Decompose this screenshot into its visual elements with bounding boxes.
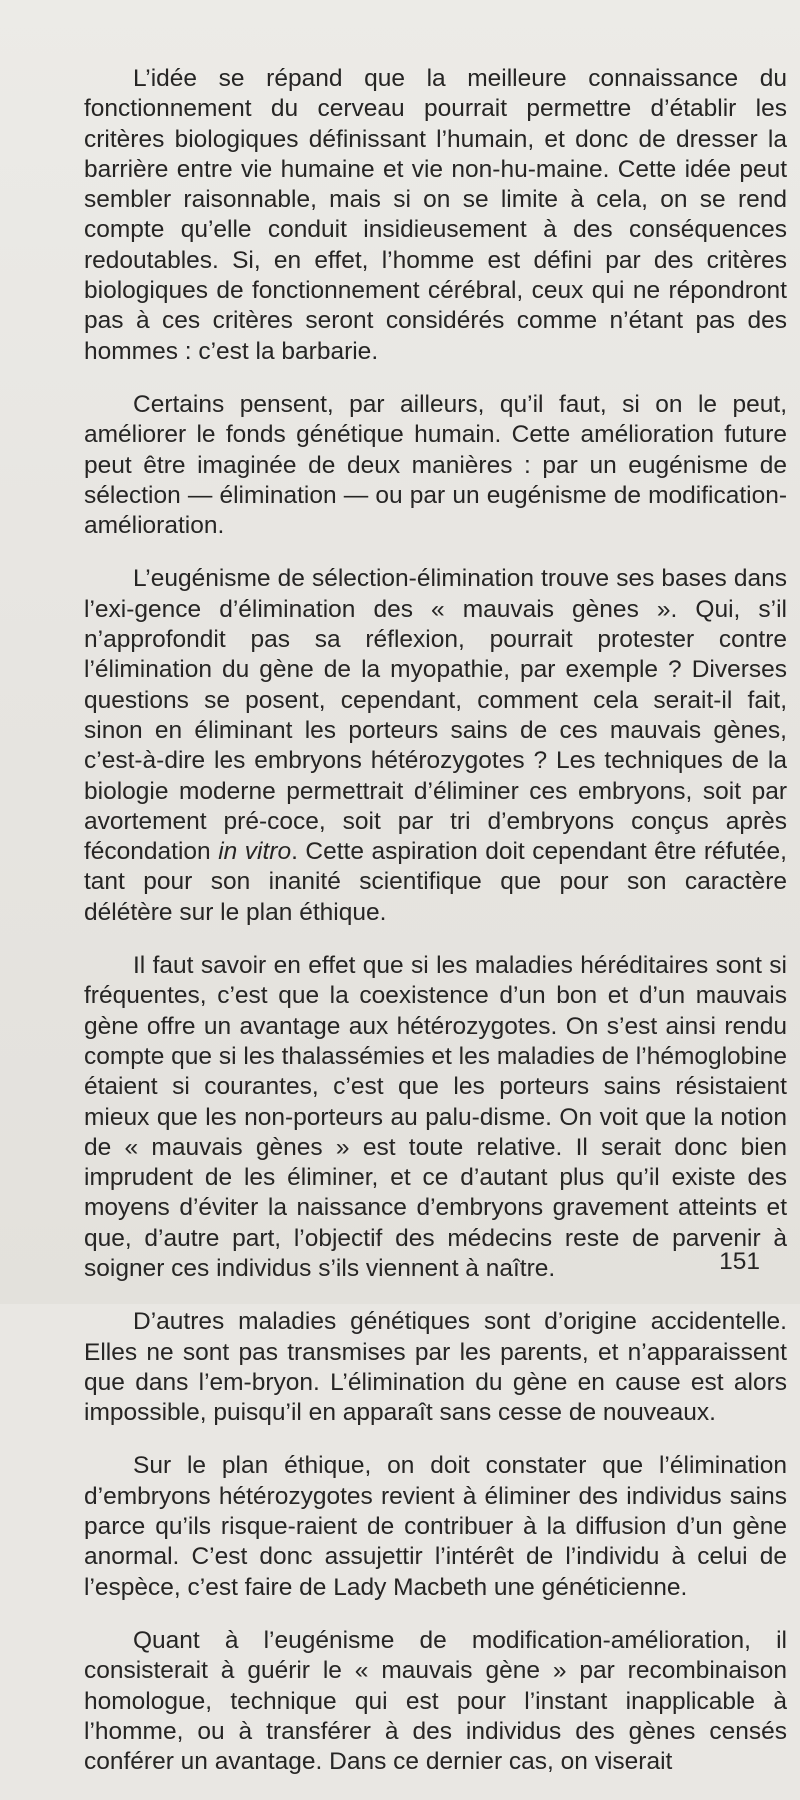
paragraph-6 (84, 1451, 787, 1602)
paragraph-2 (84, 390, 787, 541)
paragraph-text: Certains pensent, par ailleurs, qu’il faut, si on le peut, améliorer le fonds génétique humain. Cette amélioration future peut être imaginée de deux manières : par un eugénisme de sélection — élimination — ou par un eugénisme de modification-amélioration. (84, 390, 787, 540)
paragraph-4 (84, 951, 787, 1284)
paragraph-text: Il faut savoir en effet que si les maladies héréditaires sont si fréquentes, c’est que la coexistence d’un bon et d’un mauvais gène offre un avantage aux hétérozygotes. On s’est ainsi rendu compte que si les thalassémies et les maladies de l’hémoglobine étaient si courantes, c’est que les porteurs sains résistaient mieux que les non-porteurs au palu-disme. On voit que la notion de « mauvais gènes » est toute relative. Il serait donc bien imprudent de les éliminer, et ce d’autant plus qu’il existe des moyens d’éviter la naissance d’embryons gravement atteints et que, d’autre part, l’objectif des médecins reste de parvenir à soigner ces individus s’ils viennent à naître. (84, 952, 787, 1282)
paragraph-7 (84, 1626, 787, 1777)
body-text (84, 64, 787, 1800)
page-number: 151 (719, 1248, 760, 1275)
paragraph-text: Quant à l’eugénisme de modification-amélioration, il consisterait à guérir le « mauvais gène » par recombinaison homologue, technique qui est pour l’instant inapplicable à l’homme, ou à transférer à des individus des gènes censés conférer un avantage. Dans ce dernier cas, on viserait (84, 1626, 787, 1776)
paragraph-5 (84, 1307, 787, 1428)
paragraph-1 (84, 64, 787, 367)
italic-term: in vitro (218, 838, 292, 866)
paragraph-text-continued: . Cette aspiration doit cependant être réfutée, tant pour son inanité scientifique que pour son caractère délétère sur le plan éthique. (84, 838, 787, 926)
paragraph-text: L’eugénisme de sélection-élimination trouve ses bases dans l’exi-gence d’élimination des « mauvais gènes ». Qui, s’il n’approfondit pas sa réflexion, pourrait protester contre l’élimination du gène de la myopathie, par exemple ? Diverses questions se posent, cependant, comment cela serait-il fait, sinon en éliminant les porteurs sains de ces mauvais gènes, c’est-à-dire les embryons hétérozygotes ? Les techniques de la biologie moderne permettrait d’éliminer ces embryons, soit par avortement pré-coce, soit par tri d’embryons conçus après fécondation (84, 565, 787, 866)
paragraph-text: L’idée se répand que la meilleure connaissance du fonctionnement du cerveau pourrait permettre d’établir les critères biologiques définissant l’humain, et donc de dresser la barrière entre vie humaine et vie non-hu-maine. Cette idée peut sembler raisonnable, mais si on se limite à cela, on se rend compte qu’elle conduit insidieusement à des conséquences redoutables. Si, en effet, l’homme est défini par des critères biologiques de fonctionnement cérébral, ceux qui ne répondront pas à ces critères seront considérés comme n’étant pas des hommes : c’est la barbarie. (84, 65, 787, 365)
paragraph-3 (84, 564, 787, 928)
paragraph-text: Sur le plan éthique, on doit constater que l’élimination d’embryons hétérozygotes revient à éliminer des individus sains parce qu’ils risque-raient de contribuer à la diffusion d’un gène anormal. C’est donc assujettir l’intérêt de l’individu à celui de l’espèce, c’est faire de Lady Macbeth une généticienne. (84, 1452, 787, 1601)
paragraph-text: D’autres maladies génétiques sont d’origine accidentelle. Elles ne sont pas transmises par les parents, et n’apparaissent que dans l’em-bryon. L’élimination du gène en cause est alors impossible, puisqu’il en apparaît sans cesse de nouveaux. (84, 1308, 787, 1427)
